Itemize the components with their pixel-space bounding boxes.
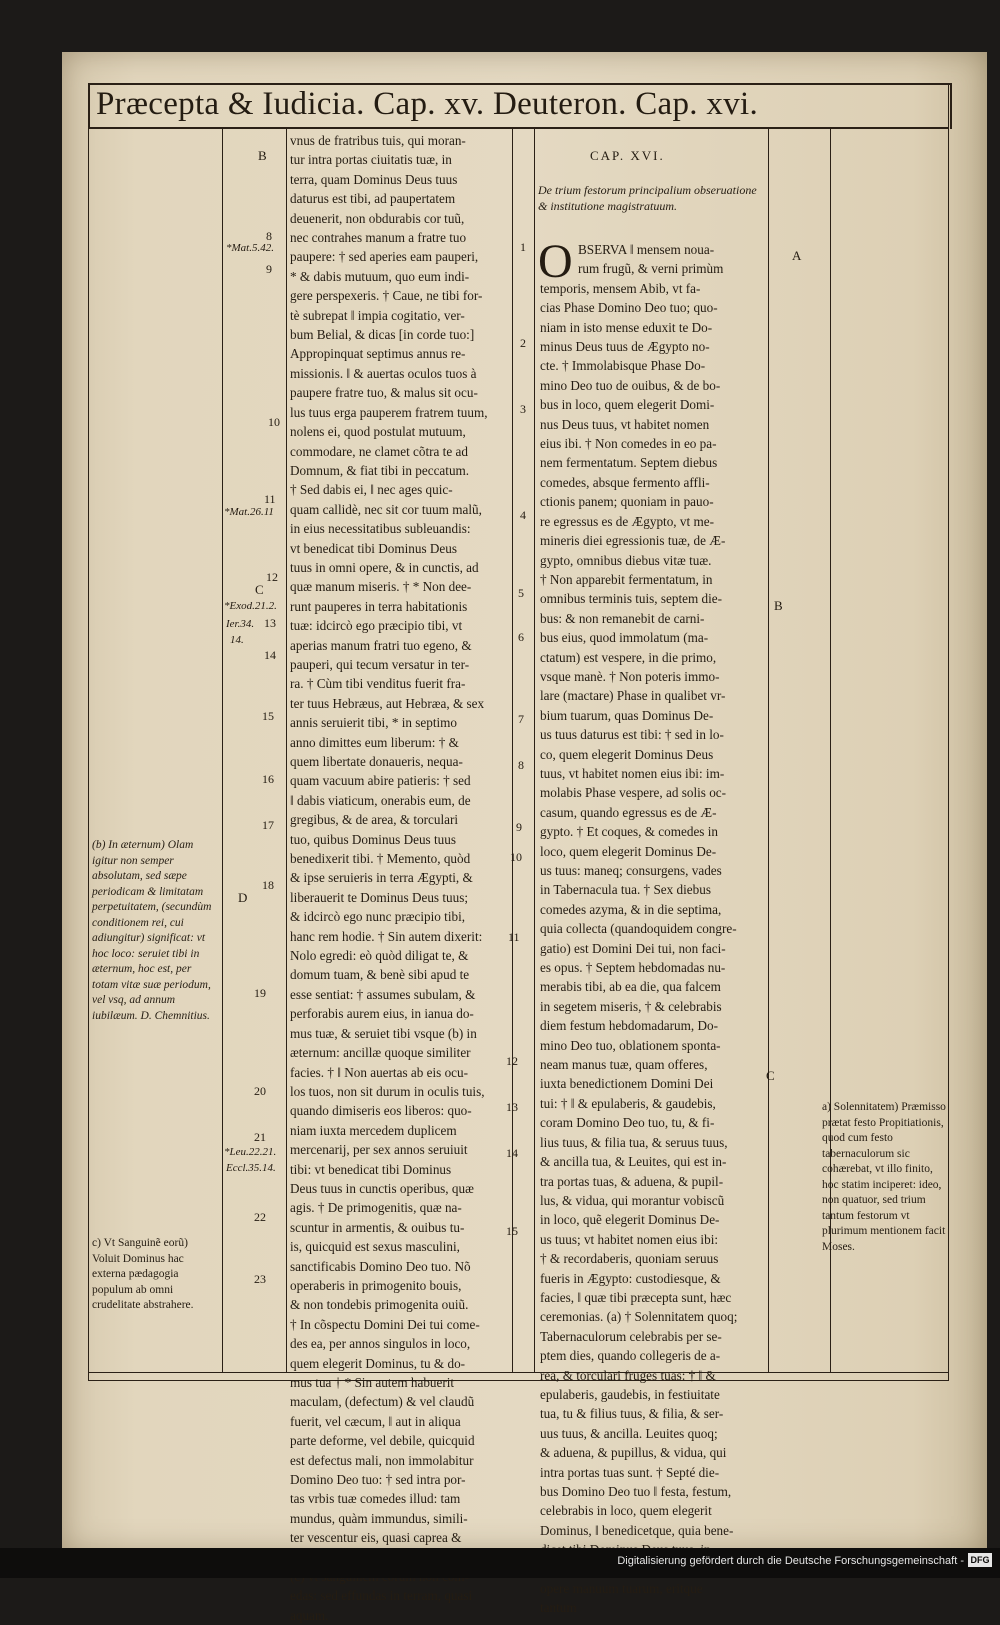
- bottom-rule: [88, 1372, 948, 1373]
- text-line: paupere fratre tuo, & malus sit ocu-: [290, 385, 478, 401]
- text-line: Domnum, & fiat tibi in peccatum.: [290, 462, 470, 478]
- text-line: in loco, quẽ elegerit Dominus De-: [540, 1212, 720, 1228]
- text-line: opere manuum tuarum, eritque: [540, 1581, 703, 1597]
- text-line: aquam.: [290, 1607, 329, 1623]
- text-line: agis. † De primogenitis, quæ na-: [290, 1200, 462, 1216]
- text-line: neam manus tuæ, quam offeres,: [540, 1057, 708, 1073]
- text-line: molabis Phase vespere, ad solis oc-: [540, 785, 727, 801]
- text-line: est defectus mali, non immolabitur: [290, 1452, 474, 1468]
- text-line: quam callidè, nec sit cor tuum malũ,: [290, 501, 482, 517]
- text-line: Nolo egredi: eò quòd diligat te, &: [290, 948, 469, 964]
- text-line: ‖ dabis viaticum, onerabis eum, de: [290, 792, 471, 808]
- text-line: facies. † ‖ Non auertas ab eis ocu-: [290, 1064, 468, 1080]
- margin-note-a: a) Solennitatem) Præmisso prætat festo Propitiationis, quod cum festo tabernaculorum sic cohærebat, vt illo finito, hoc statim inciperet: ideo, non quatuor, sed trium tantum festorum vt plurimum mentionem facit Moses.: [822, 1101, 946, 1253]
- text-line: lare (mactare) Phase in qualibet vr-: [540, 688, 726, 704]
- verse-number: 15: [506, 1224, 518, 1238]
- verse-number: 5: [518, 586, 524, 600]
- text-line: daturus est tibi, ad paupertatem: [290, 191, 456, 207]
- text-line: vt benedicat tibi Dominus Deus: [290, 540, 458, 556]
- drop-capital: O: [538, 235, 573, 288]
- verse-number: 16: [262, 772, 274, 786]
- text-line: ceremonias. (a) † Solennitatem quoq;: [540, 1309, 738, 1325]
- text-line: paupere: † sed aperies eam pauperi,: [290, 249, 479, 265]
- text-line: fuerit, vel cæcum, ‖ aut in aliqua: [290, 1413, 461, 1429]
- text-line: temporis, mensem Abib, vt fa-: [540, 280, 701, 296]
- text-line: us tuus; vt habitet nomen eius ibi:: [540, 1231, 719, 1247]
- outer-right-rule: [948, 83, 949, 1381]
- verse-number: 7: [518, 712, 524, 726]
- cross-ref: Ier.34.: [226, 618, 255, 630]
- text-line: tuus in omni opere, & in cunctis, ad: [290, 559, 479, 575]
- text-line: liberauerit te Dominus Deus tuus;: [290, 889, 468, 905]
- text-line: bus in loco, quem elegerit Domi-: [540, 397, 715, 413]
- text-line: BSERVA ‖ mensem noua-: [578, 242, 715, 257]
- text-line: epulaberis, gaudebis, in festiuitate: [540, 1386, 720, 1402]
- text-line: perforabis aurem eius, in ianua do-: [290, 1006, 474, 1022]
- margin-note-b: (b) In æternum) Olam igitur non semper absolutam, sed sæpe periodicam & limitatam perpetuitatem, (secundùm conditionem rei, cui adiungitur) significat: vt hoc loco: seruiet tibi in æternum, hoc est, per totam vitæ suæ periodum, vel vsq, ad annum iubilæum. D. Chemnitius.: [92, 839, 212, 1022]
- text-line: † Non apparebit fermentatum, in: [540, 571, 713, 587]
- cross-ref: *Mat.5.42.: [226, 242, 274, 254]
- text-line: nec contrahes manum a fratre tuo: [290, 230, 467, 246]
- text-line: tuo, quibus Dominus Deus tuus: [290, 831, 456, 847]
- text-line: ctatum) est vespere, in die primo,: [540, 649, 717, 665]
- cross-ref: *Mat.26.11: [224, 506, 274, 518]
- text-line: mus tuæ, & seruiet tibi vsque (b) in: [290, 1025, 477, 1041]
- verse-number: 9: [266, 262, 272, 276]
- text-line: pauperi, qui tecum versatur in ter-: [290, 656, 470, 672]
- verse-number: 13: [264, 616, 276, 630]
- text-line: bium tuarum, quas Dominus De-: [540, 707, 714, 723]
- verse-number: 8: [266, 229, 272, 243]
- verse-number: 8: [518, 758, 524, 772]
- text-line: * & dabis mutuum, quo eum indi-: [290, 268, 470, 284]
- verse-number: 13: [506, 1100, 518, 1114]
- verse-number: 22: [254, 1210, 266, 1224]
- text-line: omnibus terminis tuis, septem die-: [540, 591, 723, 607]
- text-line: commodare, ne clamet cõtra te ad: [290, 443, 468, 459]
- inner-rule-2: [286, 127, 287, 1372]
- text-line: Domino Deo tuo: † sed intra por-: [290, 1472, 466, 1488]
- text-line: & ancilla tua, & Leuites, qui est in-: [540, 1154, 727, 1170]
- text-line: † & recordaberis, quoniam seruus: [540, 1251, 719, 1267]
- text-line: esse sentiat: † assumes subulam, &: [290, 986, 476, 1002]
- text-line: co, quem elegerit Dominus Deus: [540, 746, 714, 762]
- text-line: re egressus es de Ægypto, vt me-: [540, 513, 714, 529]
- text-line: mercenarij, per sex annos seruiuit: [290, 1142, 468, 1158]
- text-line: tè subrepat ‖ impia cogitatio, ver-: [290, 307, 465, 323]
- text-line: loco, quem elegerit Dominus De-: [540, 843, 717, 859]
- text-line: is, quicquid est sexus masculini,: [290, 1239, 460, 1255]
- text-line: gypto, omnibus diebus vitæ tuæ.: [540, 552, 712, 568]
- verse-number: 10: [268, 415, 280, 429]
- text-line: iuxta benedictionem Domini Dei: [540, 1076, 714, 1092]
- verse-number: 10: [510, 850, 522, 864]
- book-page: [62, 52, 987, 1552]
- inner-rule-1: [222, 127, 223, 1372]
- verse-number: 14: [264, 648, 276, 662]
- section-marker-b: B: [258, 148, 267, 163]
- text-line: diem festum hebdomadarum, Do-: [540, 1018, 718, 1034]
- text-line: Deus tuus in cunctis operibus, quæ: [290, 1180, 474, 1196]
- text-line: tuæ: idcircò ego præcipio tibi, vt: [290, 618, 463, 634]
- text-line: runt pauperes in terra habitationis: [290, 598, 468, 614]
- text-line: quia collecta (quandoquidem congre-: [540, 921, 737, 937]
- text-line: benedixerit tibi. † Memento, quòd: [290, 851, 471, 867]
- text-line: us tuus daturus est tibi: † sed in lo-: [540, 727, 724, 743]
- section-marker-a-right: A: [792, 248, 802, 263]
- text-line: tibi: vt benedicat tibi Dominus: [290, 1161, 452, 1177]
- text-line: vnus de fratribus tuis, qui moran-: [290, 133, 466, 148]
- verse-number: 21: [254, 1130, 266, 1144]
- text-line: nus Deus tuus, vt habitet nomen: [540, 416, 710, 432]
- text-line: ra. † Cùm tibi venditus fuerit fra-: [290, 676, 466, 692]
- text-line: bus eius, quod immolatum (ma-: [540, 630, 709, 646]
- text-line: tas vrbis tuæ comedes illud: tam: [290, 1491, 461, 1507]
- cross-ref: *Leu.22.21.: [224, 1146, 277, 1158]
- verse-number: 23: [254, 1272, 266, 1286]
- text-line: lus tuus erga pauperem fratrem tuum,: [290, 404, 488, 420]
- text-line: bum Belial, & dicas [in corde tuo:]: [290, 327, 475, 343]
- text-line: Dominus, ‖ benedicetque, quia bene-: [540, 1522, 734, 1538]
- dfg-logo: DFG: [968, 1553, 992, 1567]
- text-line: lus, & vidua, qui morantur vobiscũ: [540, 1192, 725, 1208]
- cross-ref: 14.: [230, 634, 244, 646]
- text-line: niam iuxta mercedem duplicem: [290, 1122, 457, 1138]
- text-line: intra portas tuas sunt. † Septé die-: [540, 1464, 720, 1480]
- bottom-rule-2: [88, 1380, 948, 1381]
- verse-number: 3: [520, 402, 526, 416]
- section-marker-c: C: [255, 582, 264, 597]
- text-line: vsque manè. † Non poteris immo-: [540, 668, 720, 684]
- text-line: merabis tibi, ab ea die, qua falcem: [540, 979, 721, 995]
- verse-number: 11: [508, 930, 520, 944]
- verse-number: 1: [520, 240, 526, 254]
- verse-number: 9: [516, 820, 522, 834]
- inner-rule-5: [768, 127, 769, 1372]
- text-line: des ea, per annos singulos in loco,: [290, 1336, 471, 1352]
- text-line: gere perspexeris. † Caue, ne tibi for-: [290, 288, 483, 304]
- text-line: † Sed dabis ei, ‖ nec ages quic-: [290, 482, 453, 498]
- text-line: eius ibi. † Non comedes in eo pa-: [540, 436, 717, 452]
- footer-text: Digitalisierung gefördert durch die Deutsche Forschungsgemeinschaft -: [617, 1555, 964, 1567]
- chapter-summary: De trium festorum principalium obseruatione & institutione magistratuum.: [538, 183, 757, 213]
- verse-number: 6: [518, 630, 524, 644]
- chapter-heading: CAP. XVI.: [590, 148, 665, 163]
- text-line: bus: & non remanebit de carni-: [540, 610, 705, 626]
- text-line: rum frugũ, & verni primùm: [578, 261, 724, 277]
- text-line: in eius necessitatibus subleuandis:: [290, 521, 471, 537]
- text-line: annis seruierit tibi, * in septimo: [290, 715, 458, 731]
- text-line: in segetem miseris, † & celebrabis: [540, 998, 722, 1014]
- text-line: ter tuus Hebræus, aut Hebræa, & sex: [290, 695, 485, 711]
- text-line: rea, & torculari fruges tuas: † ‖ &: [540, 1367, 716, 1383]
- text-line: uus tuus, & ancilla. Leuites quoq;: [540, 1425, 718, 1441]
- verse-number: 4: [520, 508, 526, 522]
- text-line: comedes azyma, & in die septima,: [540, 901, 722, 917]
- text-line: gatio) est Domini Dei tui, non faci-: [540, 940, 726, 956]
- verse-number: 2: [520, 336, 526, 350]
- text-line: quem libertate donaueris, nequa-: [290, 754, 463, 769]
- text-line: & ipse seruieris in terra Ægypti, &: [290, 870, 473, 886]
- text-line: minus Deus tuus de Ægypto no-: [540, 339, 710, 355]
- text-line: missionis. ‖ & auertas oculos tuos à: [290, 365, 477, 381]
- text-line: æternum: ancillæ quoque similiter: [290, 1045, 471, 1061]
- text-line: mundus, quàm immundus, simili-: [290, 1510, 468, 1526]
- text-line: mino Deo tuo, oblationem sponta-: [540, 1037, 721, 1053]
- right-text-column: [538, 235, 764, 1618]
- text-line: ctionis panem; quoniam in pauo-: [540, 494, 714, 510]
- text-line: gypto. † Et coques, & comedes in: [540, 824, 718, 840]
- verse-number: 11: [264, 492, 276, 506]
- verse-number: 20: [254, 1084, 266, 1098]
- text-line: anno dimittes eum liberum: † &: [290, 734, 459, 750]
- text-line: cias Phase Domino Deo tuo; quo-: [540, 300, 718, 316]
- inner-rule-3: [512, 127, 513, 1372]
- section-marker-d: D: [238, 890, 248, 905]
- text-line: scuntur in armentis, & ouibus tu-: [290, 1219, 465, 1235]
- text-line: facies, ‖ quæ tibi præcepta sunt, hæc: [540, 1289, 732, 1305]
- text-line: tua, tu & filius tuus, & filia, & ser-: [540, 1406, 724, 1422]
- text-line: comedes, absque fermento affli-: [540, 474, 710, 490]
- text-line: in Tabernacula tua. † Sex diebus: [540, 882, 711, 898]
- text-line: hanc rem hodie. † Sin autem dixerit:: [290, 928, 483, 944]
- text-line: nem fermentatum. Septem diebus: [540, 455, 718, 471]
- verse-number: 12: [266, 570, 278, 584]
- text-line: domum tuam, & benè sibi apud te: [290, 967, 470, 983]
- text-line: casum, quando egressus es de Æ-: [540, 804, 717, 820]
- verse-number: 19: [254, 986, 266, 1000]
- text-line: parte deforme, vel debile, quicquid: [290, 1433, 475, 1449]
- text-line: lius tuus, & filia tua, & seruus tuus,: [540, 1134, 728, 1150]
- cross-ref: Eccl.35.14.: [226, 1162, 276, 1174]
- text-line: quem elegerit Dominus, tu & do-: [290, 1355, 466, 1371]
- text-line: deuenerit, non obdurabis cor tuũ,: [290, 210, 465, 226]
- text-line: celebrabis in loco, quem elegerit: [540, 1503, 712, 1519]
- running-header: Præcepta & Iudicia. Cap. xv. Deuteron. Cap. xvi.: [96, 86, 759, 122]
- text-line: terra, quam Dominus Deus tuus: [290, 171, 458, 187]
- text-line: us tuus: maneq; consurgens, vades: [540, 863, 722, 878]
- text-line: quæ manum miseris. † * Non dee-: [290, 579, 472, 595]
- text-line: nolens ei, quod postulat mutuum,: [290, 424, 466, 440]
- verse-number: 14: [506, 1146, 518, 1160]
- text-line: tuus, vt habitet nomen eius ibi: im-: [540, 765, 725, 781]
- text-line: ptem dies, quando collegeris de a-: [540, 1348, 721, 1364]
- text-line: tantum: [540, 1600, 577, 1616]
- verse-number: 17: [262, 818, 274, 832]
- text-line: & idcircò ego nunc præcipio tibi,: [290, 909, 466, 925]
- verse-number: 12: [506, 1054, 518, 1068]
- text-line: Appropinquat septimus annus re-: [290, 346, 466, 362]
- text-line: fueris in Ægypto: custodiesque, &: [540, 1270, 721, 1286]
- text-line: es opus. † Septem hebdomadas nu-: [540, 960, 726, 976]
- inner-rule-4: [534, 127, 535, 1372]
- verse-number: 18: [262, 878, 274, 892]
- text-line: niam in isto mense eduxit te Do-: [540, 319, 713, 335]
- text-line: & non tondebis primogenita ouiũ.: [290, 1297, 469, 1313]
- text-line: tur intra portas ciuitatis tuæ, in: [290, 152, 452, 168]
- text-line: coram Domino Deo tuo, tu, & fi-: [540, 1115, 715, 1131]
- text-line: bus Domino Deo tuo ‖ festa, festum,: [540, 1484, 732, 1499]
- text-line: & aduena, & pupillus, & vidua, qui: [540, 1445, 727, 1461]
- left-text-column: [290, 131, 508, 1625]
- section-marker-b-right: B: [774, 598, 783, 613]
- outer-left-rule: [88, 127, 89, 1381]
- cross-ref: *Exod.21.2.: [224, 600, 277, 612]
- text-line: Tabernaculorum celebrabis per se-: [540, 1328, 722, 1344]
- header-rule: [88, 127, 948, 129]
- text-line: operaberis in primogenito bouis,: [290, 1277, 462, 1293]
- text-line: ter vescentur eis, quasi caprea &: [290, 1530, 462, 1546]
- text-line: gregibus, & de area, & torculari: [290, 812, 459, 828]
- section-marker-c-right: C: [766, 1068, 775, 1083]
- margin-note-c: c) Vt Sanguinẽ eorũ) Voluit Dominus hac externa pædagogia populum ab omni crudelitate abstrahere.: [92, 1237, 194, 1311]
- footer-bar: [0, 1548, 1000, 1578]
- text-line: maculam, (defectum) & vel claudũ: [290, 1394, 475, 1410]
- verse-number: 15: [262, 709, 274, 723]
- text-line: quam vacuum abire patieris: † sed: [290, 773, 471, 789]
- text-line: mus tua † * Sin autem habuerit: [290, 1375, 455, 1390]
- text-line: mino Deo tuo de ouibus, & de bo-: [540, 377, 721, 393]
- text-line: tui: † ‖ & epulaberis, & gaudebis,: [540, 1095, 716, 1111]
- text-line: aperias manum fratri tuo egeno, &: [290, 637, 472, 653]
- text-line: sanctificabis Domino Deo tuo. Nõ: [290, 1258, 471, 1274]
- text-line: quando dimiseris eos liberos: quo-: [290, 1103, 472, 1119]
- text-line: cte. † Immolabisque Phase Do-: [540, 358, 706, 374]
- text-line: edas: sed effundas in terram, quasi: [290, 1588, 473, 1604]
- text-line: los tuos, non sit durum in oculis tuis,: [290, 1083, 485, 1099]
- text-line: † In cõspectu Domini Dei tui come-: [290, 1316, 480, 1332]
- text-line: tra portas tuas, & aduena, & pupil-: [540, 1173, 724, 1189]
- text-line: mineris diei egressionis tuæ, de Æ-: [540, 533, 726, 549]
